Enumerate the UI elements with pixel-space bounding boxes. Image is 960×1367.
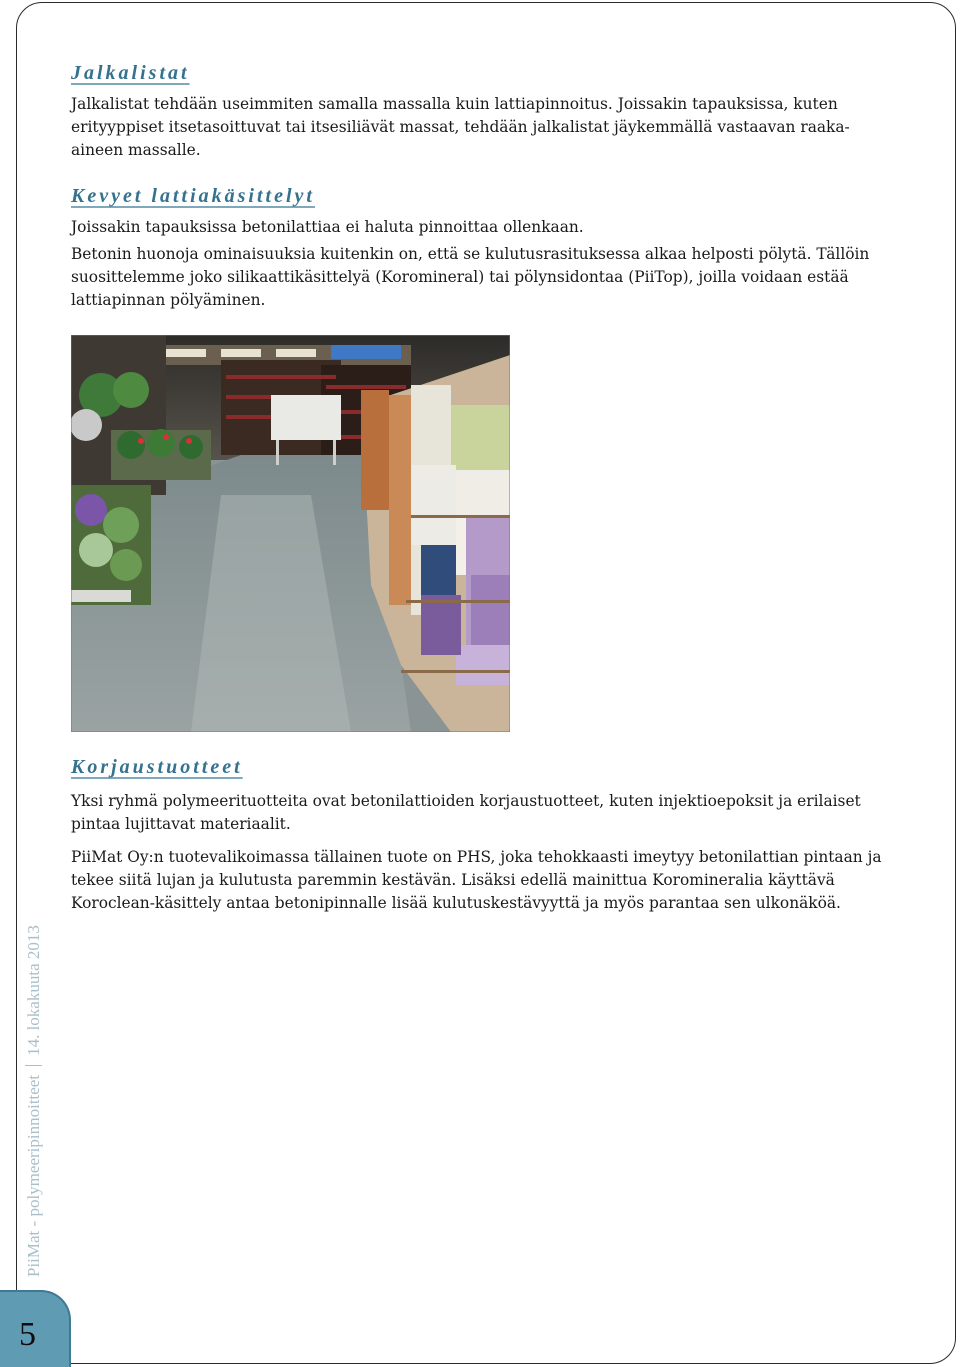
document-date: 14. lokakuuta 2013: [24, 925, 43, 1056]
heading-korjaustuotteet: Korjaustuotteet: [71, 756, 243, 778]
separator: [25, 1065, 42, 1066]
document-title: PiiMat - polymeeripinnoitteet: [24, 1074, 43, 1277]
store-floor-photo: [71, 335, 510, 732]
heading-kevyet-lattiakasittelyt: Kevyet lattiakäsittelyt: [71, 185, 315, 207]
page-content: [71, 58, 901, 915]
page-number-badge: [0, 1290, 71, 1367]
page-number: 5: [19, 1316, 36, 1353]
sidebar-running-header: [24, 837, 44, 1277]
store-floor-illustration: [71, 335, 510, 732]
paragraph-kevyet-1: Joissakin tapauksissa betonilattiaa ei haluta pinnoittaa ollenkaan.: [71, 218, 584, 236]
paragraph-korjaustuotteet-2: PiiMat Oy:n tuotevalikoimassa tällainen tuote on PHS, joka tehokkaasti imeytyy betonilattian pintaan ja tekee siitä lujan ja kulutusta paremmin kestävän. Lisäksi edellä mainittua Koromineralia käyttävä Koroclean-käsittely antaa betonipinnalle lisää kulutuskestävyyttä ja myös parantaa sen ulkonäköä.: [71, 848, 882, 912]
heading-jalkalistat: Jalkalistat: [71, 62, 190, 84]
paragraph-korjaustuotteet-1: Yksi ryhmä polymeerituotteita ovat betonilattioiden korjaustuotteet, kuten injektioepoksit ja erilaiset pintaa lujittavat materiaalit.: [71, 792, 861, 833]
paragraph-kevyet-2: Betonin huonoja ominaisuuksia kuitenkin on, että se kulutusrasituksessa alkaa helposti pölytä. Tällöin suosittelemme joko silikaattikäsittelyä (Koromineral) tai pölynsidontaa (PiiTop), joilla voidaan estää lattiapinnan pölyäminen.: [71, 245, 870, 309]
paragraph-jalkalistat: Jalkalistat tehdään useimmiten samalla massalla kuin lattiapinnoitus. Joissakin tapauksissa, kuten erityyppiset itsetasoittuvat tai itsesiliävät massat, tehdään jalkalistat jäykemmällä vastaavan raaka-aineen massalle.: [71, 95, 850, 159]
